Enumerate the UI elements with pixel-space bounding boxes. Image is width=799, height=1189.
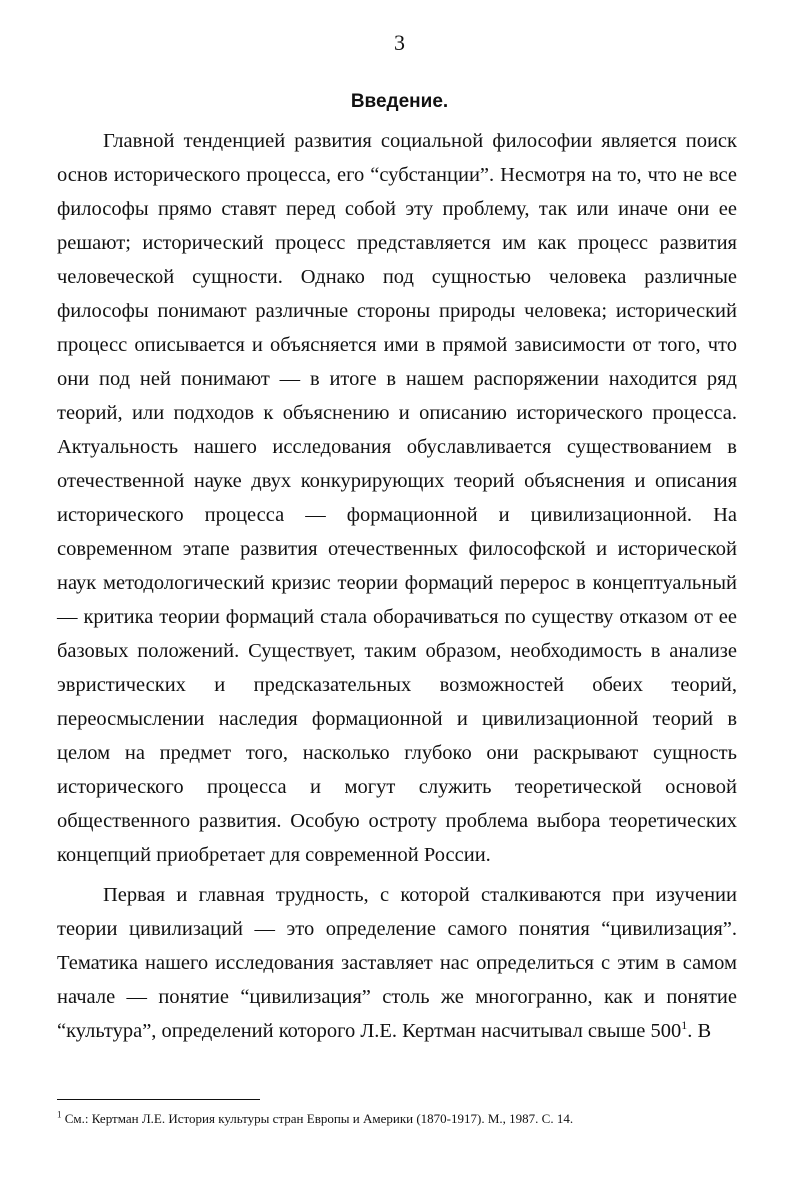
- footnote-reference: 1: [681, 1018, 688, 1033]
- body-text: [57, 124, 737, 1048]
- paragraph-text-end: . В: [687, 1020, 712, 1042]
- paragraph-text: Первая и главная трудность, с которой сталкиваются при изучении теории цивилизаций — это определение самого понятия “цивилизация”. Тематика нашего исследования заставляет нас определиться с этим в самом начале — понятие “цивилизация” столь же многогранно, как и понятие “культура”, определений которого Л.Е. Кертман насчитывал свыше 500: [57, 884, 737, 1042]
- page-number: 3: [394, 30, 405, 55]
- paragraph: Главной тенденцией развития социальной философии является поиск основ исторического процесса, его “субстанции”. Несмотря на то, что не все философы прямо ставят перед собой эту проблему, так или иначе они ее решают; исторический процесс представляется им как процесс развития человеческой сущности. Однако под сущностью человека различные философы понимают различные стороны природы человека; исторический процесс описывается и объясняется ими в прямой зависимости от того, что они под ней понимают — в итоге в нашем распоряжении находится ряд теорий, или подходов к объяснению и описанию исторического процесса. Актуальность нашего исследования обуславливается существованием в отечественной науке двух конкурирующих теорий объяснения и описания исторического процесса — формационной и цивилизационной. На современном этапе развития отечественных философской и исторической наук методологический кризис теории формаций перерос в концептуальный — критика теории формаций стала оборачиваться по существу отказом от ее базовых положений. Существует, таким образом, необходимость в анализе эвристических и предсказательных возможностей обеих теорий, переосмыслении наследия формационной и цивилизационной теорий в целом на предмет того, насколько глубоко они раскрывают сущность исторического процесса и могут служить теоретической основой общественного развития. Особую остроту проблема выбора теоретических концепций приобретает для современной России.: [57, 130, 737, 866]
- footnote-text: См.: Кертман Л.Е. История культуры стран Европы и Америки (1870-1917). М., 1987. С. 14.: [64, 1111, 574, 1126]
- footnote-mark: 1: [57, 1109, 62, 1120]
- paragraph: [57, 878, 737, 1048]
- footnote: [57, 1110, 737, 1128]
- section-title: Введение.: [350, 91, 449, 112]
- footnote-divider: [57, 1099, 260, 1100]
